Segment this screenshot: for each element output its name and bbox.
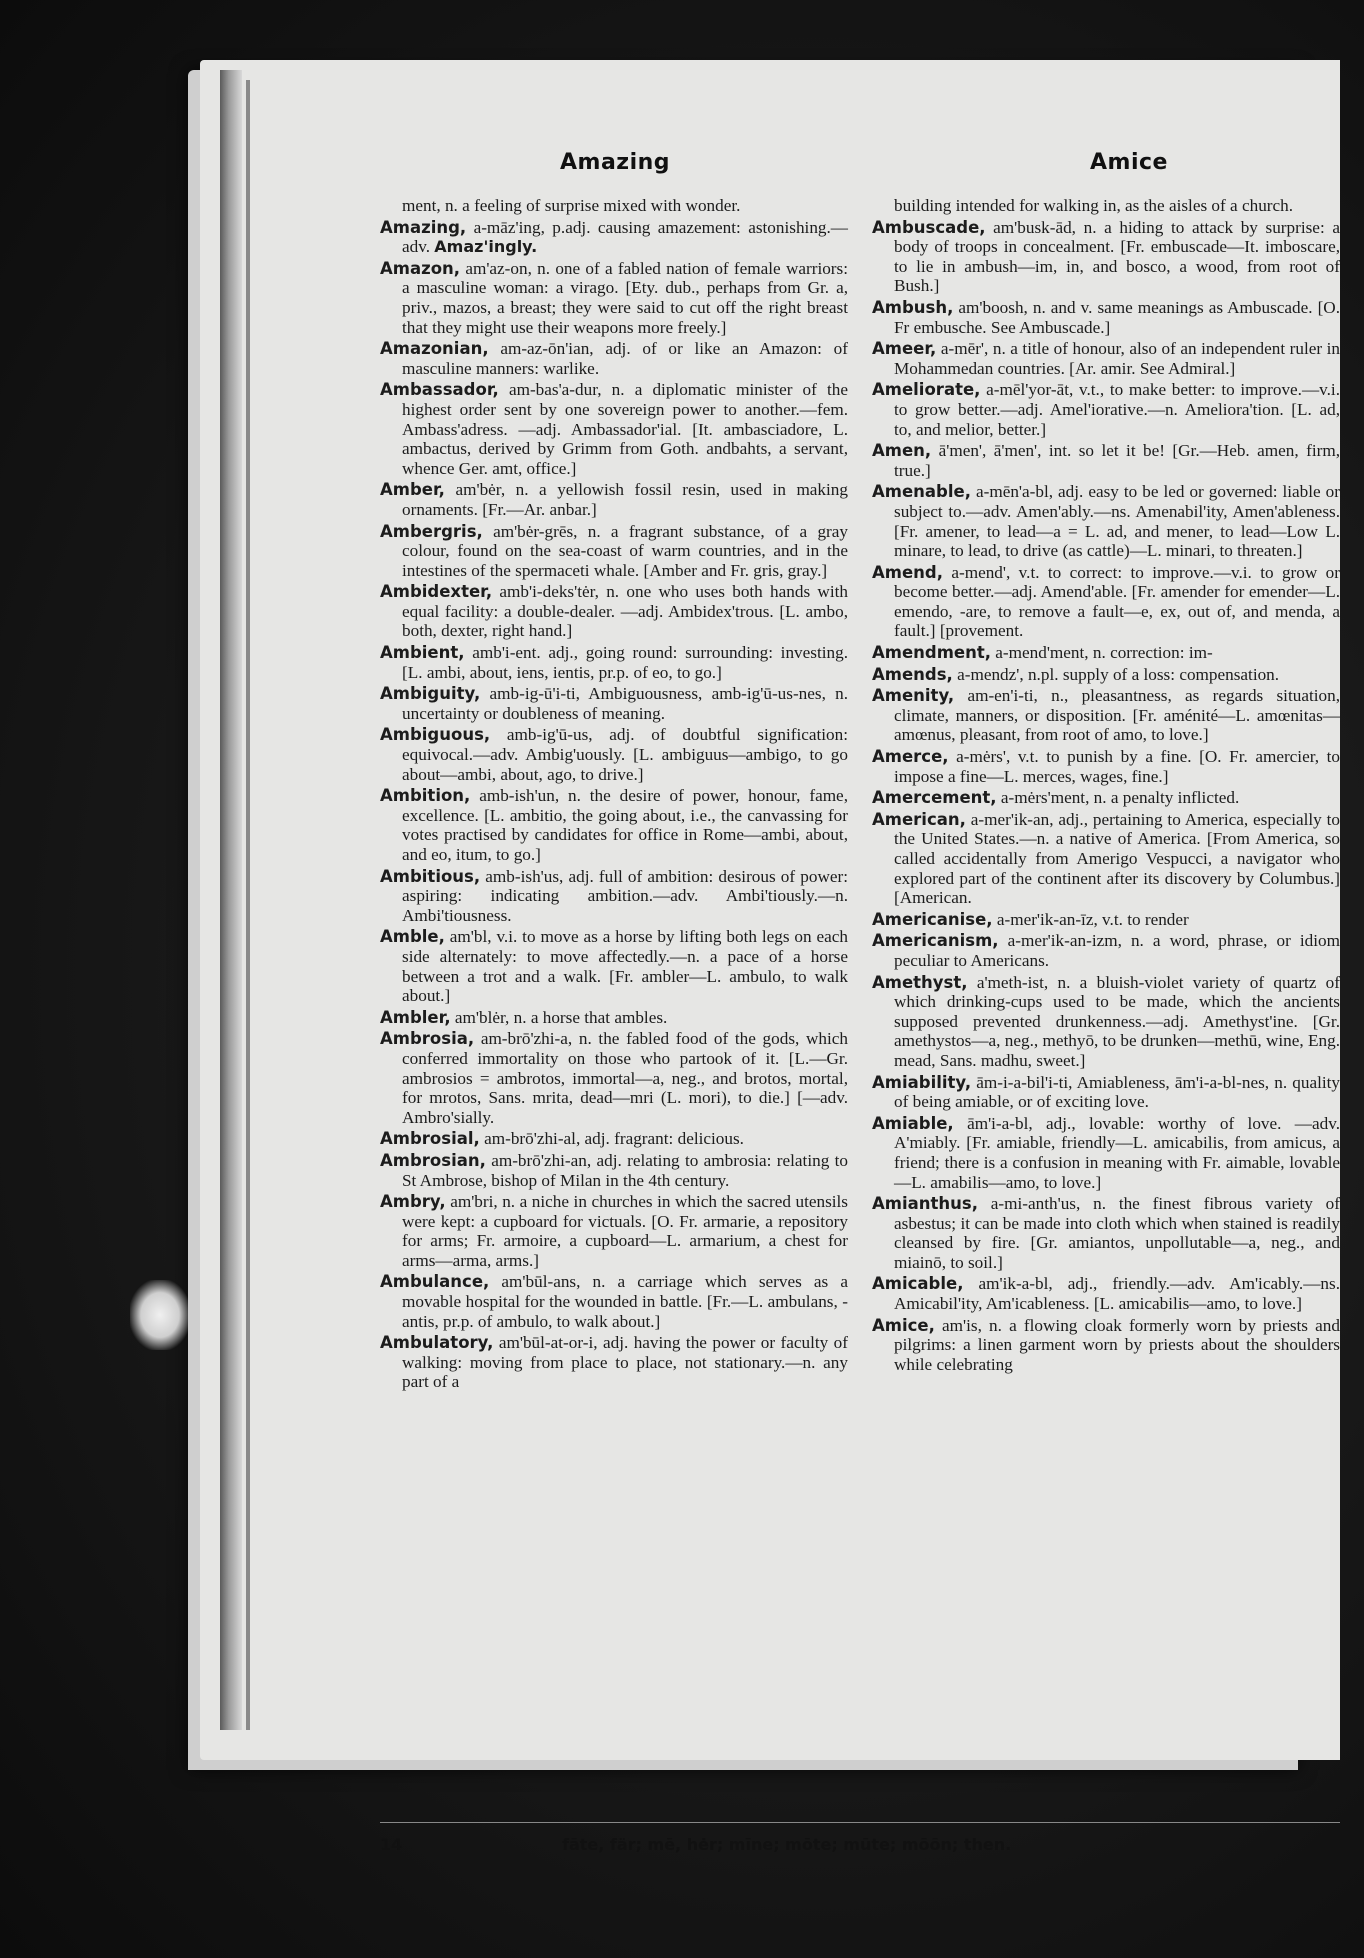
entry-headword: Amends,: [872, 664, 953, 684]
dictionary-entry: [872, 810, 1340, 908]
dictionary-entry: [872, 482, 1340, 560]
dictionary-entry: [380, 725, 848, 784]
dictionary-entry: [872, 1274, 1340, 1313]
entry-derived-form: Amaz'ingly.: [434, 237, 538, 257]
entry-definition: amb-ig-ū'i-ti, Ambiguousness, amb-ig'ū-us-nes, n. uncertainty or doubleness of meaning.: [402, 684, 848, 723]
entry-headword: Ambidexter,: [380, 582, 493, 602]
entry-headword: Amercement,: [872, 788, 997, 808]
entry-definition: a-māz'ing, p.adj. causing amazement: astonishing.—adv.: [402, 217, 848, 257]
pronunciation-key: fāte, fär; mē, hėr; mīne; mōte; mūte; mōōn; then.: [562, 1835, 1012, 1854]
dictionary-entry: [872, 1073, 1340, 1112]
entry-definition: a-mēl'yor-āt, v.t., to make better: to improve.—v.i. to grow better.—adj. Amel'iorative.—n. Ameliora'tion. [L. ad, to, and melior, better.]: [894, 380, 1340, 439]
dictionary-entry: [380, 380, 848, 478]
dictionary-entry: [872, 643, 1340, 663]
entry-definition: am'busk-ād, n. a hiding to attack by surprise: a body of troops in concealment. [Fr. embuscade—It. imboscare, to lie in ambush—im, in, and bosco, a wood, from root of Bush.]: [894, 217, 1340, 296]
entry-headword: Amiable,: [872, 1113, 954, 1133]
entry-headword: Ambergris,: [380, 521, 483, 541]
entry-headword: Amice,: [872, 1315, 935, 1335]
entry-headword: Amendment,: [872, 643, 991, 663]
dictionary-entry: [872, 339, 1340, 378]
entry-headword: Amerce,: [872, 747, 949, 767]
entry-definition: a-mend'ment, n. correction: im-: [991, 643, 1213, 663]
dictionary-entry: [872, 1194, 1340, 1272]
book-spine-shadow: [220, 70, 242, 1730]
entry-headword: Ambush,: [872, 297, 954, 317]
entry-headword: Ambuscade,: [872, 217, 986, 237]
entry-headword: Amber,: [380, 480, 445, 500]
entry-headword: Ambient,: [380, 643, 465, 663]
entry-definition: a-mer'ik-an, adj., pertaining to America, especially to the United States.—n. a native of America. [From America, so called accidentally from Amerigo Vespucci, a navigator who explored part of the continent after its discovery by Columbus.] [American.: [894, 809, 1340, 908]
dictionary-entry: [380, 1151, 848, 1190]
entry-definition: a-mēr', n. a title of honour, also of an independent ruler in Mohammedan countries. [Ar. amir. See Admiral.]: [894, 339, 1340, 378]
entry-definition: am'az-on, n. one of a fabled nation of female warriors: a masculine woman: a virago. [Ety. dub., perhaps from Gr. a, priv., mazos, a breast; they were said to cut off the right breast that they might use their weapons more freely.]: [402, 258, 848, 337]
entry-definition: am-brō'zhi-al, adj. fragrant: delicious.: [479, 1129, 744, 1149]
entry-definition: am'bri, n. a niche in churches in which the sacred utensils were kept: a cupboard for victuals. [O. Fr. armarie, a repository for arms; Fr. armoire, a cupboard—L. armarium, a chest for arms—arma, arms.]: [402, 1192, 848, 1270]
entry-headword: Ameer,: [872, 339, 937, 359]
dictionary-entry: [380, 643, 848, 682]
dictionary-entry: [872, 910, 1340, 930]
entry-headword: Ameliorate,: [872, 380, 981, 400]
dictionary-entry: [380, 1029, 848, 1127]
entry-headword: Amicable,: [872, 1274, 964, 1294]
entry-headword: American,: [872, 809, 966, 829]
entry-headword: Amazonian,: [380, 339, 489, 359]
entry-definition: am-brō'zhi-an, adj. relating to ambrosia: relating to St Ambrose, bishop of Milan in the 4th century.: [402, 1150, 848, 1190]
paper-fragment: [130, 1280, 190, 1350]
entry-definition: am-az-ōn'ian, adj. of or like an Amazon: of masculine manners: warlike.: [402, 339, 848, 378]
entry-headword: Ambassador,: [380, 380, 499, 400]
entry-definition: a-mēn'a-bl, adj. easy to be led or governed: liable or subject to.—adv. Amen'ably.—ns. Amenabil'ity, Amen'ableness. [Fr. amener, to lead—a = L. ad, and mener, to lead—Low L. minare, to lead, to drive (as cattle)—L. minari, to threaten.]: [894, 482, 1340, 561]
entry-definition: a-mer'ik-an-izm, n. a word, phrase, or idiom peculiar to Americans.: [894, 931, 1340, 970]
entry-definition: am-brō'zhi-a, n. the fabled food of the gods, which conferred immortality on those who partook of it. [L.—Gr. ambrosios = ambrotos, immortal—a, neg., and brotos, mortal, for mrotos, Sans. mrita, dead—mri (L. mori), to die.] [—adv. Ambro'sially.: [402, 1029, 848, 1127]
entry-definition: am'būl-at-or-i, adj. having the power or faculty of walking: moving from place to place, not stationary.—n. any part of a: [402, 1333, 848, 1392]
dictionary-entry: [380, 1192, 848, 1270]
entry-headword: Ambrosian,: [380, 1150, 486, 1170]
dictionary-entry: [380, 218, 848, 257]
running-head-left: Amazing: [560, 150, 671, 175]
dictionary-entry: [380, 786, 848, 864]
entry-definition: building intended for walking in, as the aisles of a church.: [894, 196, 1294, 215]
entry-headword: Ambitious,: [380, 866, 481, 886]
dictionary-entry: [872, 931, 1340, 970]
entry-headword: Amend,: [872, 562, 943, 582]
entry-definition: amb-ish'us, adj. full of ambition: desirous of power: aspiring: indicating ambition.—adv. Ambi'tiously.—n. Ambi'tiousness.: [402, 866, 848, 925]
entry-headword: Amenity,: [872, 686, 955, 706]
dictionary-entry: [872, 788, 1340, 808]
dictionary-entry: [380, 480, 848, 519]
running-head-right: Amice: [1090, 150, 1168, 175]
dictionary-entry: [872, 686, 1340, 745]
entry-definition: a-mer'ik-an-īz, v.t. to render: [992, 909, 1189, 929]
dictionary-entry: [380, 196, 848, 216]
dictionary-entry: [380, 927, 848, 1005]
page-number: 14: [380, 1835, 403, 1854]
entry-definition: a-mėrs', v.t. to punish by a fine. [O. Fr. amercier, to impose a fine—L. merces, wages, fine.]: [894, 747, 1340, 786]
entry-definition: a-mėrs'ment, n. a penalty inflicted.: [996, 788, 1240, 808]
entry-definition: am-en'i-ti, n., pleasantness, as regards situation, climate, manners, or disposition. [Fr. aménité—L. amœnitas—amœnus, pleasant, from root of amo, to love.]: [894, 686, 1340, 745]
footer-rule: [380, 1822, 1340, 1823]
entry-headword: Ambrosial,: [380, 1129, 480, 1149]
dictionary-entry: [872, 441, 1340, 480]
dictionary-entry: [380, 522, 848, 581]
entry-headword: Amethyst,: [872, 972, 968, 992]
entry-headword: Ambler,: [380, 1007, 451, 1027]
entry-headword: Ambiguity,: [380, 684, 481, 704]
book-spine-line: [246, 80, 250, 1730]
entry-definition: am'bėr, n. a yellowish fossil resin, used in making ornaments. [Fr.—Ar. anbar.]: [402, 480, 848, 519]
entry-headword: Ambrosia,: [380, 1029, 475, 1049]
dictionary-entry: [872, 1316, 1340, 1375]
right-column: [872, 196, 1340, 1376]
entry-definition: ām-i-a-bil'i-ti, Amiableness, ām'i-a-bl-nes, n. quality of being amiable, or of exciting love.: [894, 1072, 1340, 1112]
entry-headword: Americanism,: [872, 931, 999, 951]
entry-definition: ā'men', ā'men', int. so let it be! [Gr.—Heb. amen, firm, true.]: [894, 441, 1340, 480]
entry-definition: am'bl, v.i. to move as a horse by lifting both legs on each side alternately: to move affectedly.—n. a pace of a horse between a trot and a walk. [Fr. ambler—L. ambulo, to walk about.]: [402, 927, 848, 1006]
entry-definition: a-mi-anth'us, n. the finest fibrous variety of asbestus; it can be made into cloth which when stained is readily cleansed by fire. [Gr. amiantos, unpollutable—a, neg., and miainō, to soil.]: [894, 1194, 1340, 1272]
entry-headword: Americanise,: [872, 909, 993, 929]
dictionary-entry: [380, 1008, 848, 1028]
entry-headword: Ambiguous,: [380, 725, 491, 745]
entry-headword: Ambulance,: [380, 1272, 490, 1292]
entry-definition: amb'i-deks'tėr, n. one who uses both hands with equal facility: a double-dealer. —adj. Ambidex'trous. [L. ambo, both, dexter, right hand.]: [402, 582, 848, 641]
entry-definition: am'ik-a-bl, adj., friendly.—adv. Am'icably.—ns. Amicabil'ity, Am'icableness. [L. amicabilis—amo, to love.]: [894, 1274, 1340, 1314]
left-column: [380, 196, 848, 1394]
dictionary-entry: [872, 665, 1340, 685]
entry-definition: a-mendz', n.pl. supply of a loss: compensation.: [952, 664, 1280, 684]
dictionary-entry: [872, 973, 1340, 1071]
entry-definition: am'is, n. a flowing cloak formerly worn by priests and pilgrims: a linen garment worn by priests about the shoulders while celebrating: [894, 1315, 1340, 1374]
entry-headword: Amazon,: [380, 258, 461, 278]
dictionary-entry: [872, 298, 1340, 337]
dictionary-entry: [380, 339, 848, 378]
entry-headword: Ambition,: [380, 786, 471, 806]
entry-definition: am'būl-ans, n. a carriage which serves as a movable hospital for the wounded in battle. [Fr.—L. ambulans, -antis, pr.p. of ambulo, to walk about.]: [402, 1272, 848, 1331]
dictionary-entry: [872, 563, 1340, 641]
entry-definition: amb'i-ent. adj., going round: surrounding: investing. [L. ambi, about, iens, ientis, pr.p. of eo, to go.]: [402, 643, 848, 682]
entry-definition: ām'i-a-bl, adj., lovable: worthy of love. —adv. A'miably. [Fr. amiable, friendly—L. amicabilis, from amicus, a friend; there is a confusion in meaning with Fr. aimable, lovable—L. amabilis—amo, to love.]: [894, 1113, 1340, 1192]
entry-headword: Ambulatory,: [380, 1333, 494, 1353]
entry-definition: am'bėr-grēs, n. a fragrant substance, of a gray colour, found on the sea-coast of warm countries, and in the intestines of the spermaceti whale. [Amber and Fr. gris, gray.]: [402, 521, 848, 580]
entry-headword: Amiability,: [872, 1072, 972, 1092]
dictionary-entry: [380, 582, 848, 641]
entry-definition: am'boosh, n. and v. same meanings as Ambuscade. [O. Fr embusche. See Ambuscade.]: [894, 297, 1340, 337]
entry-definition: amb-ig'ū-us, adj. of doubtful signification: equivocal.—adv. Ambig'uously. [L. ambiguus—ambigo, to go about—ambi, about, ago, to drive.]: [402, 725, 848, 784]
dictionary-entry: [872, 218, 1340, 296]
entry-headword: Amble,: [380, 927, 445, 947]
dictionary-entry: [380, 259, 848, 337]
dictionary-entry: [380, 1272, 848, 1331]
dictionary-entry: [380, 867, 848, 926]
dictionary-entry: [872, 1114, 1340, 1192]
dictionary-entry: [380, 684, 848, 723]
entry-definition: ment, n. a feeling of surprise mixed with wonder.: [402, 196, 741, 215]
entry-headword: Ambry,: [380, 1192, 446, 1212]
dictionary-entry: [380, 1333, 848, 1392]
dictionary-entry: [872, 380, 1340, 439]
entry-definition: a-mend', v.t. to correct: to improve.—v.i. to grow or become better.—adj. Amend'able. [Fr. amender for emender—L. emendo, -are, to remove a fault—e, ex, out of, and menda, a fault.] [provement.: [894, 562, 1340, 641]
dictionary-entry: [380, 1129, 848, 1149]
dictionary-entry: [872, 747, 1340, 786]
entry-headword: Amazing,: [380, 217, 467, 237]
entry-definition: am'blėr, n. a horse that ambles.: [450, 1007, 668, 1027]
entry-headword: Amianthus,: [872, 1194, 978, 1214]
entry-definition: amb-ish'un, n. the desire of power, honour, fame, excellence. [L. ambitio, the going about, i.e., the canvassing for votes practised by candidates for office in Rome—ambi, about, and eo, itum, to go.]: [402, 786, 848, 864]
entry-headword: Amenable,: [872, 482, 971, 502]
dictionary-entry: [872, 196, 1340, 216]
entry-definition: am-bas'a-dur, n. a diplomatic minister of the highest order sent by one sovereign power to another.—fem. Ambass'adress. —adj. Ambassador'ial. [It. ambasciadore, L. ambactus, derived by Grimm from Goth. andbahts, a servant, whence Ger. amt, office.]: [402, 380, 848, 478]
entry-definition: a'meth-ist, n. a bluish-violet variety of quartz of which drinking-cups used to be made, which the ancients supposed prevented drunkenness.—adj. Amethyst'ine. [Gr. amethystos—a, neg., methyō, to be drunken—methū, wine, Eng. mead, Sans. madhu, sweet.]: [894, 972, 1340, 1070]
entry-headword: Amen,: [872, 441, 932, 461]
